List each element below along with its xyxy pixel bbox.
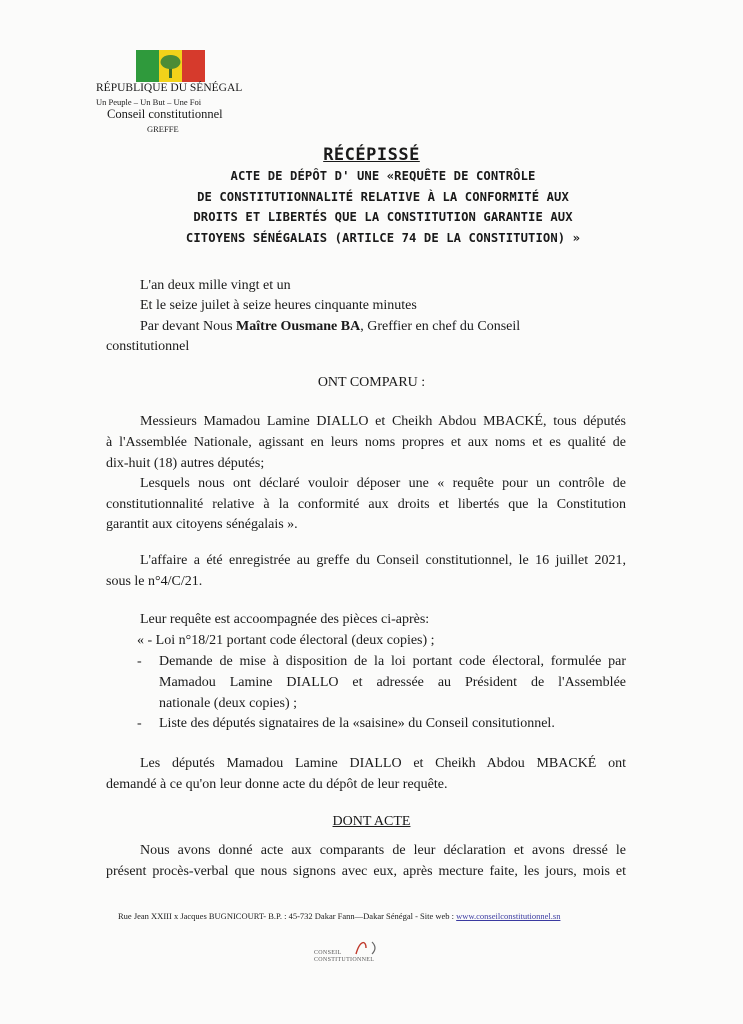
- document-subtitle: [100, 166, 666, 248]
- opening-registrar-line: [140, 317, 625, 337]
- paragraph-line: Les députés Mamadou Lamine DIALLO et Cheikh Abdou MBACKÉ ont: [140, 756, 626, 771]
- subtitle-line: CITOYENS SÉNÉGALAIS (ARTILCE 74 DE LA CONSTITUTION) »: [185, 230, 581, 245]
- subtitle-line: DROITS ET LIBERTÉS QUE LA CONSTITUTION GARANTIE AUX: [193, 210, 573, 224]
- council-logo-text: [314, 950, 374, 964]
- paragraph-line: à l'Assemblée Nationale, agissant en leurs noms propres et aux noms et es qualité de: [106, 435, 626, 450]
- registrar-suffix: , Greffier en chef du Conseil: [360, 319, 521, 334]
- registrar-name: Maître Ousmane BA: [236, 319, 361, 334]
- department-name: GREFFE: [147, 124, 179, 134]
- paragraph-line: L'affaire a été enregistrée au greffe du Conseil constitutionnel, le 16 juillet 2021,: [140, 553, 626, 568]
- piece-item-3: Liste des députés signataires de la «saisine» du Conseil consitutionnel.: [159, 716, 555, 731]
- document-title: RÉCÉPISSÉ: [323, 145, 420, 165]
- paragraph-line: garantit aux citoyens sénégalais ».: [106, 517, 298, 532]
- council-logo-text-line: CONSTITUTIONNEL: [314, 957, 375, 963]
- pieces-intro: Leur requête est accoompagnée des pièces ci-après:: [140, 612, 430, 627]
- footer-address-text: Rue Jean XXIII x Jacques BUGNICOURT- B.P. : 45-732 Dakar Fann—Dakar Sénégal - Site web :: [118, 911, 457, 921]
- piece-item-2-line: Mamadou Lamine DIALLO et adressée au Président de l'Assemblée: [159, 675, 626, 690]
- paragraph-line: Nous avons donné acte aux comparants de leur déclaration et avons dressé le: [140, 843, 626, 858]
- republic-name: RÉPUBLIQUE DU SÉNÉGAL: [96, 82, 243, 94]
- paragraph-line: Messieurs Mamadou Lamine DIALLO et Cheikh Abdou MBACKÉ, tous députés: [140, 414, 626, 429]
- institution-name: Conseil constitutionnel: [107, 107, 223, 121]
- list-bullet: -: [137, 716, 142, 731]
- piece-item-2-line: Demande de mise à disposition de la loi portant code électoral, formulée par: [159, 654, 626, 669]
- baobab-tree-icon: [159, 50, 182, 82]
- subtitle-line: ACTE DE DÉPÔT D' UNE «REQUÊTE DE CONTRÔLE: [230, 169, 536, 183]
- national-motto: Un Peuple – Un But – Une Foi: [96, 97, 202, 107]
- opening-date-time: Et le seize juilet à seize heures cinquante minutes: [140, 298, 417, 313]
- paragraph-line: demandé à ce qu'on leur donne acte du dépôt de leur requête.: [106, 777, 448, 792]
- footer-address: [118, 911, 560, 921]
- council-logo: [314, 938, 414, 970]
- dont-acte-heading: DONT ACTE: [332, 814, 411, 829]
- council-logo-text-line: CONSEIL: [314, 950, 342, 956]
- ont-comparu-heading: ONT COMPARU :: [317, 375, 426, 390]
- paragraph-line: constitutionnalité relative à la conformité aux droits et libertés que la Constitution: [106, 497, 626, 512]
- piece-item-2-line: nationale (deux copies) ;: [159, 696, 298, 711]
- paragraph-line: sous le n°4/C/21.: [106, 574, 203, 589]
- subtitle-line: DE CONSTITUTIONNALITÉ RELATIVE À LA CONFORMITÉ AUX: [197, 189, 569, 204]
- opening-year: L'an deux mille vingt et un: [140, 278, 291, 293]
- paragraph-line: Lesquels nous ont déclaré vouloir déposer une « requête pour un contrôle de: [140, 476, 626, 491]
- list-bullet: -: [137, 654, 142, 669]
- registrar-prefix: Par devant Nous: [140, 319, 237, 334]
- footer-website-link[interactable]: www.conseilconstitutionnel.sn: [456, 911, 561, 921]
- paragraph-line: dix-huit (18) autres députés;: [106, 456, 265, 471]
- opening-institution: constitutionnel: [106, 339, 190, 354]
- paragraph-line: présent procès-verbal que nous signons avec eux, après mecture faite, les jours, mois et: [106, 864, 626, 879]
- senegal-flag-emblem: [136, 50, 205, 82]
- piece-item-1: « - Loi n°18/21 portant code électoral (deux copies) ;: [137, 633, 435, 648]
